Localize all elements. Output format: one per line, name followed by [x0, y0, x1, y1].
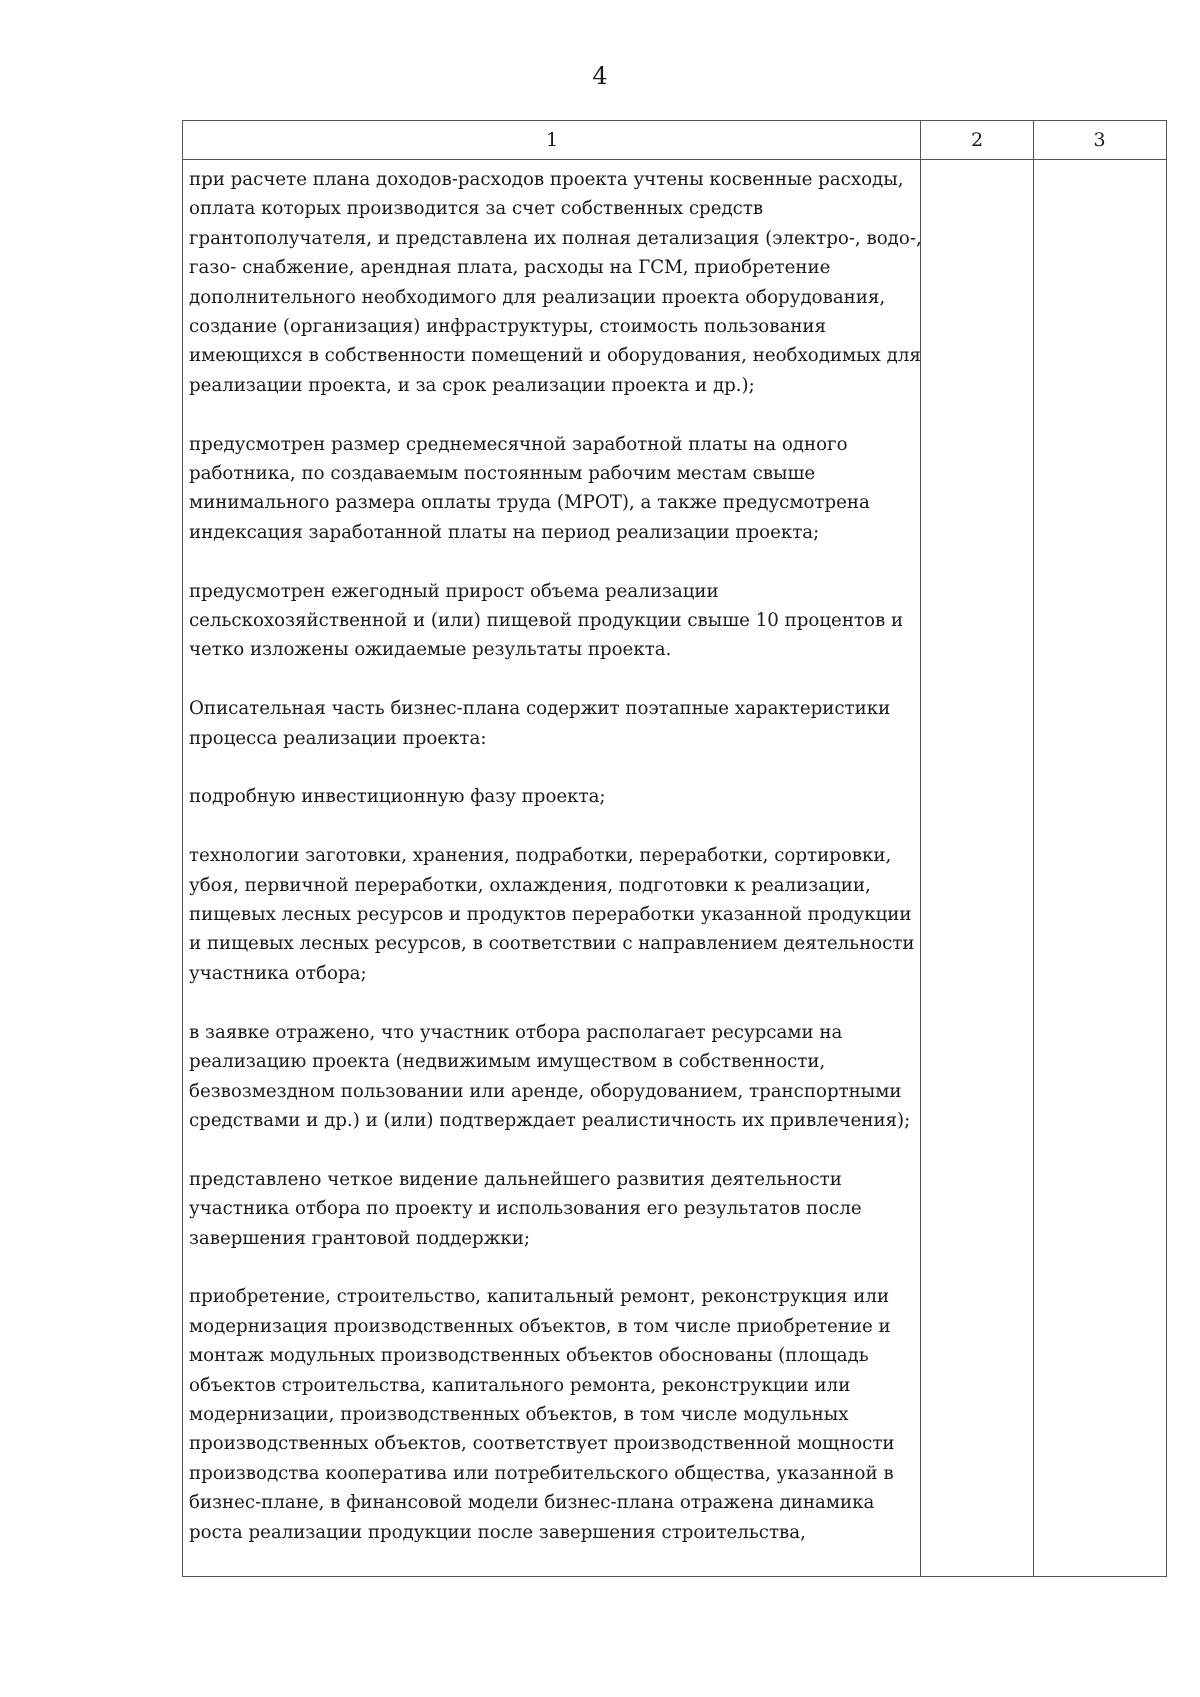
text-line: модернизация производственных объектов, в том числе приобретение и [189, 1315, 891, 1337]
text-line: имеющихся в собственности помещений и оборудования, необходимых для [189, 345, 921, 367]
text-line: предусмотрен размер среднемесячной заработной платы на одного [189, 433, 848, 455]
criteria-paragraph [189, 165, 922, 400]
text-line: технологии заготовки, хранения, подработки, переработки, сортировки, [189, 845, 892, 867]
criteria-paragraph [189, 841, 917, 988]
text-line: грантополучателя, и представлена их полная детализация (электро-, водо-, [189, 227, 922, 249]
text-line: подробную инвестиционную фазу проекта; [189, 786, 606, 808]
criteria-paragraph [189, 430, 917, 548]
text-line: завершения грантовой поддержки; [189, 1227, 531, 1249]
column-header-1: 1 [545, 129, 559, 151]
text-line: монтаж модульных производственных объектов обоснованы (площадь [189, 1345, 869, 1367]
text-line: создание (организация) инфраструктуры, стоимость пользования [189, 316, 827, 338]
text-line: бизнес-плане, в финансовой модели бизнес-плана отражена динамика [189, 1492, 875, 1514]
text-line: приобретение, строительство, капитальный ремонт, реконструкция или [189, 1286, 890, 1308]
criteria-paragraph [189, 1282, 917, 1547]
criteria-paragraph [189, 782, 917, 811]
criteria-paragraph [189, 1018, 917, 1136]
text-line: процесса реализации проекта: [189, 727, 487, 749]
criteria-table [182, 120, 1167, 1577]
text-line: безвозмездном пользовании или аренде, оборудованием, транспортными [189, 1080, 902, 1102]
text-line: газо- снабжение, арендная плата, расходы на ГСМ, приобретение [189, 257, 831, 279]
text-line: реализацию проекта (недвижимым имуществом в собственности, [189, 1051, 826, 1073]
text-line: в заявке отражено, что участник отбора располагает ресурсами на [189, 1021, 843, 1043]
text-line: работника, по создаваемым постоянным рабочим местам свыше [189, 463, 816, 485]
column-divider [920, 121, 921, 1576]
text-line: участника отбора; [189, 962, 367, 984]
text-line: индексация заработанной платы на период реализации проекта; [189, 521, 820, 543]
text-line: предусмотрен ежегодный прирост объема реализации [189, 580, 719, 602]
text-line: Описательная часть бизнес-плана содержит поэтапные характеристики [189, 698, 891, 720]
text-line: убоя, первичной переработки, охлаждения, подготовки к реализации, [189, 874, 871, 896]
text-line: оплата которых производится за счет собственных средств [189, 198, 764, 220]
text-line: пищевых лесных ресурсов и продуктов переработки указанной продукции [189, 904, 912, 926]
text-line: модернизации, производственных объектов, в том числе модульных [189, 1403, 849, 1425]
criteria-paragraph [189, 1165, 917, 1253]
table-header-row [183, 121, 1166, 160]
text-line: роста реализации продукции после завершения строительства, [189, 1521, 806, 1543]
column-header-2: 2 [970, 129, 984, 151]
text-line: и пищевых лесных ресурсов, в соответствии с направлением деятельности [189, 933, 915, 955]
text-line: средствами и др.) и (или) подтверждает реалистичность их привлечения); [189, 1109, 911, 1131]
text-line: минимального размера оплаты труда (МРОТ), а также предусмотрена [189, 492, 870, 514]
text-line: четко изложены ожидаемые результаты проекта. [189, 639, 672, 661]
text-line: производства кооператива или потребительского общества, указанной в [189, 1462, 894, 1484]
text-line: участника отбора по проекту и использования его результатов после [189, 1198, 862, 1220]
column-header-3: 3 [1093, 129, 1106, 151]
column-divider [1033, 121, 1034, 1576]
criteria-paragraph [189, 577, 917, 665]
text-line: при расчете плана доходов-расходов проекта учтены косвенные расходы, [189, 169, 904, 190]
text-line: дополнительного необходимого для реализации проекта оборудования, [189, 286, 886, 308]
table-cell-criteria-text [189, 165, 922, 1576]
text-line: объектов строительства, капитального ремонта, реконструкции или [189, 1374, 851, 1396]
text-line: сельскохозяйственной и (или) пищевой продукции свыше 10 процентов и [189, 610, 904, 632]
text-line: производственных объектов, соответствует производственной мощности [189, 1433, 895, 1455]
text-line: представлено четкое видение дальнейшего развития деятельности [189, 1168, 842, 1190]
criteria-paragraph [189, 694, 917, 753]
text-line: реализации проекта, и за срок реализации проекта и др.); [189, 374, 755, 396]
page-number: 4 [592, 62, 608, 90]
